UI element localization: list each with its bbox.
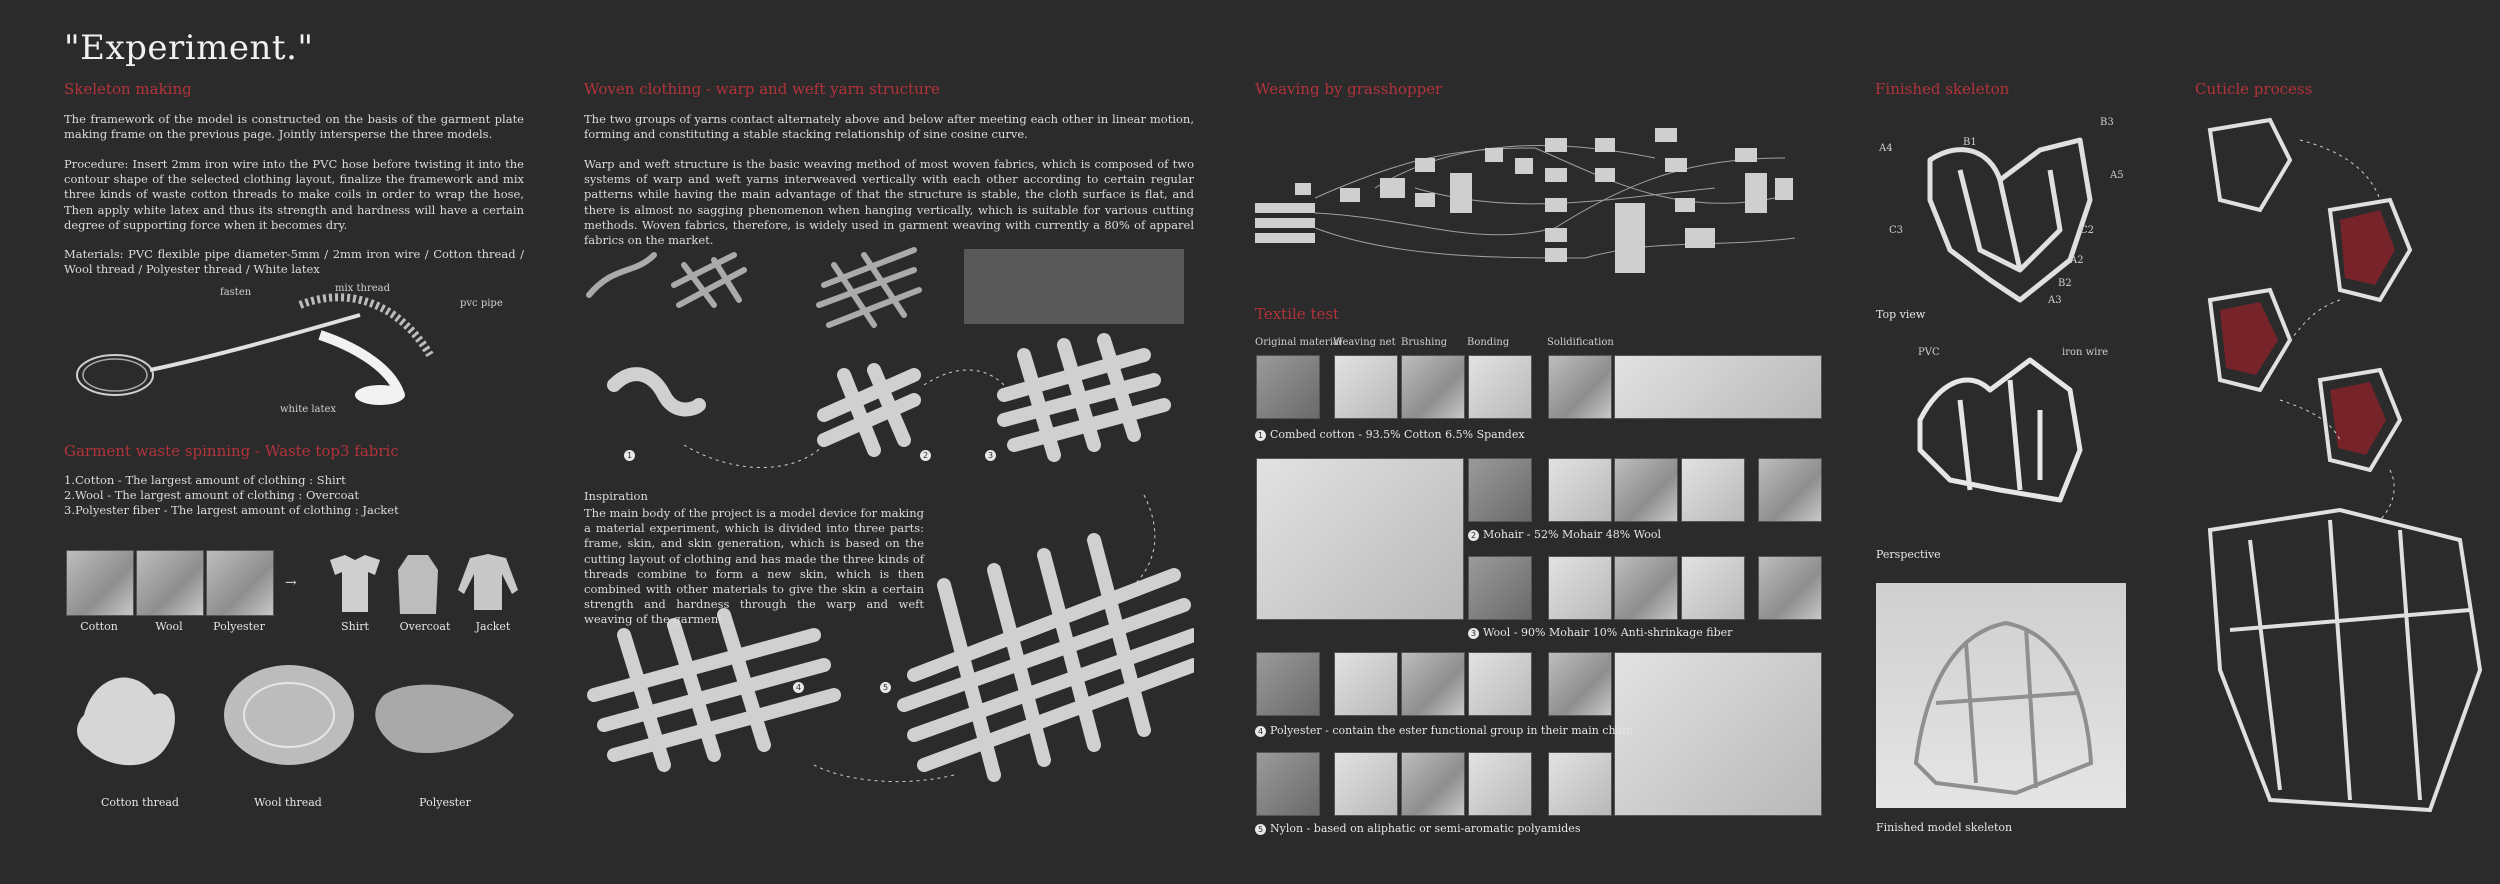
textile-thumb bbox=[1548, 752, 1612, 816]
label-c3: C3 bbox=[1889, 225, 1904, 236]
textile-thumb bbox=[1614, 355, 1822, 419]
textile-thumb bbox=[1334, 752, 1398, 816]
list-item: 2.Wool - The largest amount of clothing : Overcoat bbox=[64, 488, 360, 503]
perspective-caption: Perspective bbox=[1876, 548, 1941, 561]
label-c2: C2 bbox=[2080, 225, 2095, 236]
textile-thumb bbox=[1468, 752, 1532, 816]
top-view-caption: Top view bbox=[1876, 308, 1926, 321]
thread-label-polyester: Polyester bbox=[419, 796, 471, 809]
textile-test-heading: Textile test bbox=[1255, 305, 1340, 323]
step-5: 5 bbox=[880, 680, 895, 693]
garment-label-jacket: Jacket bbox=[475, 620, 511, 633]
label-pvc-pipe: pvc pipe bbox=[460, 298, 503, 309]
woven-p1: The two groups of yarns contact alternately above and below after meeting each other in linear motion, forming and constituting a stable stacking relationship of sine cosine curve. bbox=[584, 112, 1194, 142]
skeleton-top-view bbox=[1880, 110, 2140, 310]
skeleton-making-heading: Skeleton making bbox=[64, 80, 192, 98]
jacket-icon bbox=[458, 554, 518, 610]
textile-thumb bbox=[1256, 355, 1320, 419]
fabric-swatch-wool bbox=[136, 550, 204, 616]
arrow-right-icon: → bbox=[285, 575, 297, 591]
textile-row-5-label: 5 Nylon - based on aliphatic or semi-aromatic polyamides bbox=[1255, 822, 1580, 835]
textile-thumb bbox=[1548, 355, 1612, 419]
textile-thumb bbox=[1548, 556, 1612, 620]
thread-label-cotton: Cotton thread bbox=[101, 796, 179, 809]
label-a5: A5 bbox=[2110, 170, 2124, 181]
overcoat-icon bbox=[398, 555, 438, 614]
cuticle-process-heading: Cuticle process bbox=[2195, 80, 2313, 98]
textile-thumb-large bbox=[1256, 458, 1464, 620]
textile-thumb bbox=[1681, 556, 1745, 620]
garment-label-overcoat: Overcoat bbox=[399, 620, 451, 633]
textile-thumb bbox=[1614, 556, 1678, 620]
textile-row-3-label: 3 Wool - 90% Mohair 10% Anti-shrinkage fiber bbox=[1468, 626, 1732, 639]
shirt-icon bbox=[330, 555, 380, 612]
label-fasten: fasten bbox=[220, 287, 252, 298]
inspiration-text: The main body of the project is a model device for making a material experiment, which is divided into three parts: frame, skin, and skin generation, which is based on the cutting layout of clothing and has made the three kinds of threads combine to form a new skin, which is then combined with other materials to give the skin a certain strength and hardness through the warp and weft weaving of the garment. bbox=[584, 506, 924, 627]
page-title: "Experiment." bbox=[64, 28, 314, 68]
textile-thumb bbox=[1468, 355, 1532, 419]
textile-thumb bbox=[1548, 652, 1612, 716]
cuticle-process-diagram bbox=[2190, 110, 2490, 830]
list-item: 3.Polyester fiber - The largest amount of clothing : Jacket bbox=[64, 503, 399, 518]
label-b3: B3 bbox=[2100, 117, 2114, 128]
textile-thumb bbox=[1334, 652, 1398, 716]
textile-thumb bbox=[1468, 458, 1532, 522]
textile-thumb bbox=[1758, 458, 1822, 522]
textile-thumb bbox=[1468, 652, 1532, 716]
cotton-thread-image bbox=[77, 678, 175, 766]
textile-row-2-label: 2 Mohair - 52% Mohair 48% Wool bbox=[1468, 528, 1661, 541]
skeleton-perspective bbox=[1880, 340, 2140, 510]
textile-thumb bbox=[1758, 556, 1822, 620]
fabric-label-polyester: Polyester bbox=[213, 620, 265, 633]
garment-silhouettes bbox=[320, 550, 530, 620]
textile-row-1-label: 1 Combed cotton - 93.5% Cotton 6.5% Spandex bbox=[1255, 428, 1525, 441]
grasshopper-heading: Weaving by grasshopper bbox=[1255, 80, 1443, 98]
col-brushing: Brushing bbox=[1401, 337, 1448, 348]
inspiration-heading: Inspiration bbox=[584, 489, 648, 503]
textile-thumb bbox=[1548, 458, 1612, 522]
label-pvc: PVC bbox=[1918, 347, 1940, 358]
garment-waste-list bbox=[64, 473, 524, 519]
col-weaving-net: Weaving net bbox=[1333, 337, 1396, 348]
step-2: 2 bbox=[920, 448, 935, 461]
label-a3: A3 bbox=[2048, 295, 2062, 306]
thread-label-wool: Wool thread bbox=[254, 796, 322, 809]
label-white-latex: white latex bbox=[280, 404, 337, 415]
label-b1: B1 bbox=[1963, 137, 1977, 148]
model-photo-skeleton bbox=[1876, 583, 2126, 808]
textile-thumb bbox=[1401, 355, 1465, 419]
textile-thumb bbox=[1401, 752, 1465, 816]
fabric-swatch-cotton bbox=[66, 550, 134, 616]
step-1: 1 bbox=[624, 448, 639, 461]
skeleton-making-materials: Materials: PVC flexible pipe diameter-5mm / 2mm iron wire / Cotton thread / Wool thread / Polyester thread / White latex bbox=[64, 247, 524, 277]
list-item: 1.Cotton - The largest amount of clothing : Shirt bbox=[64, 473, 346, 487]
textile-thumb bbox=[1256, 652, 1320, 716]
step-4: 4 bbox=[793, 680, 808, 693]
col-original-material: Original material bbox=[1255, 337, 1343, 348]
finished-model-caption: Finished model skeleton bbox=[1876, 821, 2013, 834]
textile-thumb bbox=[1681, 458, 1745, 522]
label-iron-wire: iron wire bbox=[2062, 347, 2109, 358]
finished-skeleton-heading: Finished skeleton bbox=[1875, 80, 2010, 98]
grasshopper-graph bbox=[1255, 118, 1825, 278]
garment-label-shirt: Shirt bbox=[341, 620, 369, 633]
col-bonding: Bonding bbox=[1467, 337, 1510, 348]
thread-images bbox=[64, 655, 524, 785]
textile-row-4-label: 4 Polyester - contain the ester functional group in their main chain bbox=[1255, 724, 1633, 737]
fabric-swatch-polyester bbox=[206, 550, 274, 616]
col-solidification: Solidification bbox=[1547, 337, 1614, 348]
skeleton-making-p2: Procedure: Insert 2mm iron wire into the PVC hose before twisting it into the contour shape of the selected clothing layout, finalize the framework and mix three kinds of waste cotton threads to make coils in order to wrap the hose, Then apply white latex and thus its strength and hardness will have a certain degree of supporting force when it becomes dry. bbox=[64, 157, 524, 232]
woven-heading: Woven clothing - warp and weft yarn structure bbox=[584, 80, 940, 98]
textile-thumb bbox=[1614, 458, 1678, 522]
textile-thumb bbox=[1256, 752, 1320, 816]
polyester-thread-image bbox=[375, 685, 514, 753]
label-b2: B2 bbox=[2058, 278, 2072, 289]
label-a2: A2 bbox=[2070, 255, 2084, 266]
finished-model-photo bbox=[1876, 583, 2126, 808]
woven-p2: Warp and weft structure is the basic weaving method of most woven fabrics, which is composed of two systems of warp and weft yarns interweaved vertically with each other according to certain regular patterns while having the main advantage of that the structure is stable, the cloth surface is flat, and there is almost no sagging phenomenon when hanging vertically, which is suitable for various cutting methods. Woven fabrics, therefore, is widely used in garment weaving with currently a 80% of apparel fabrics on the market. bbox=[584, 157, 1194, 248]
label-mix-thread: mix thread bbox=[335, 283, 391, 294]
textile-thumb-large bbox=[1614, 652, 1822, 816]
textile-thumb bbox=[1401, 652, 1465, 716]
fabric-label-cotton: Cotton bbox=[80, 620, 118, 633]
label-a4: A4 bbox=[1879, 143, 1893, 154]
fabric-label-wool: Wool bbox=[155, 620, 183, 633]
textile-thumb bbox=[1334, 355, 1398, 419]
skeleton-making-p1: The framework of the model is constructed on the basis of the garment plate making frame on the previous page. Jointly intersperse the three models. bbox=[64, 112, 524, 142]
step-3: 3 bbox=[985, 448, 1000, 461]
textile-thumb bbox=[1468, 556, 1532, 620]
garment-waste-heading: Garment waste spinning - Waste top3 fabric bbox=[64, 442, 399, 460]
